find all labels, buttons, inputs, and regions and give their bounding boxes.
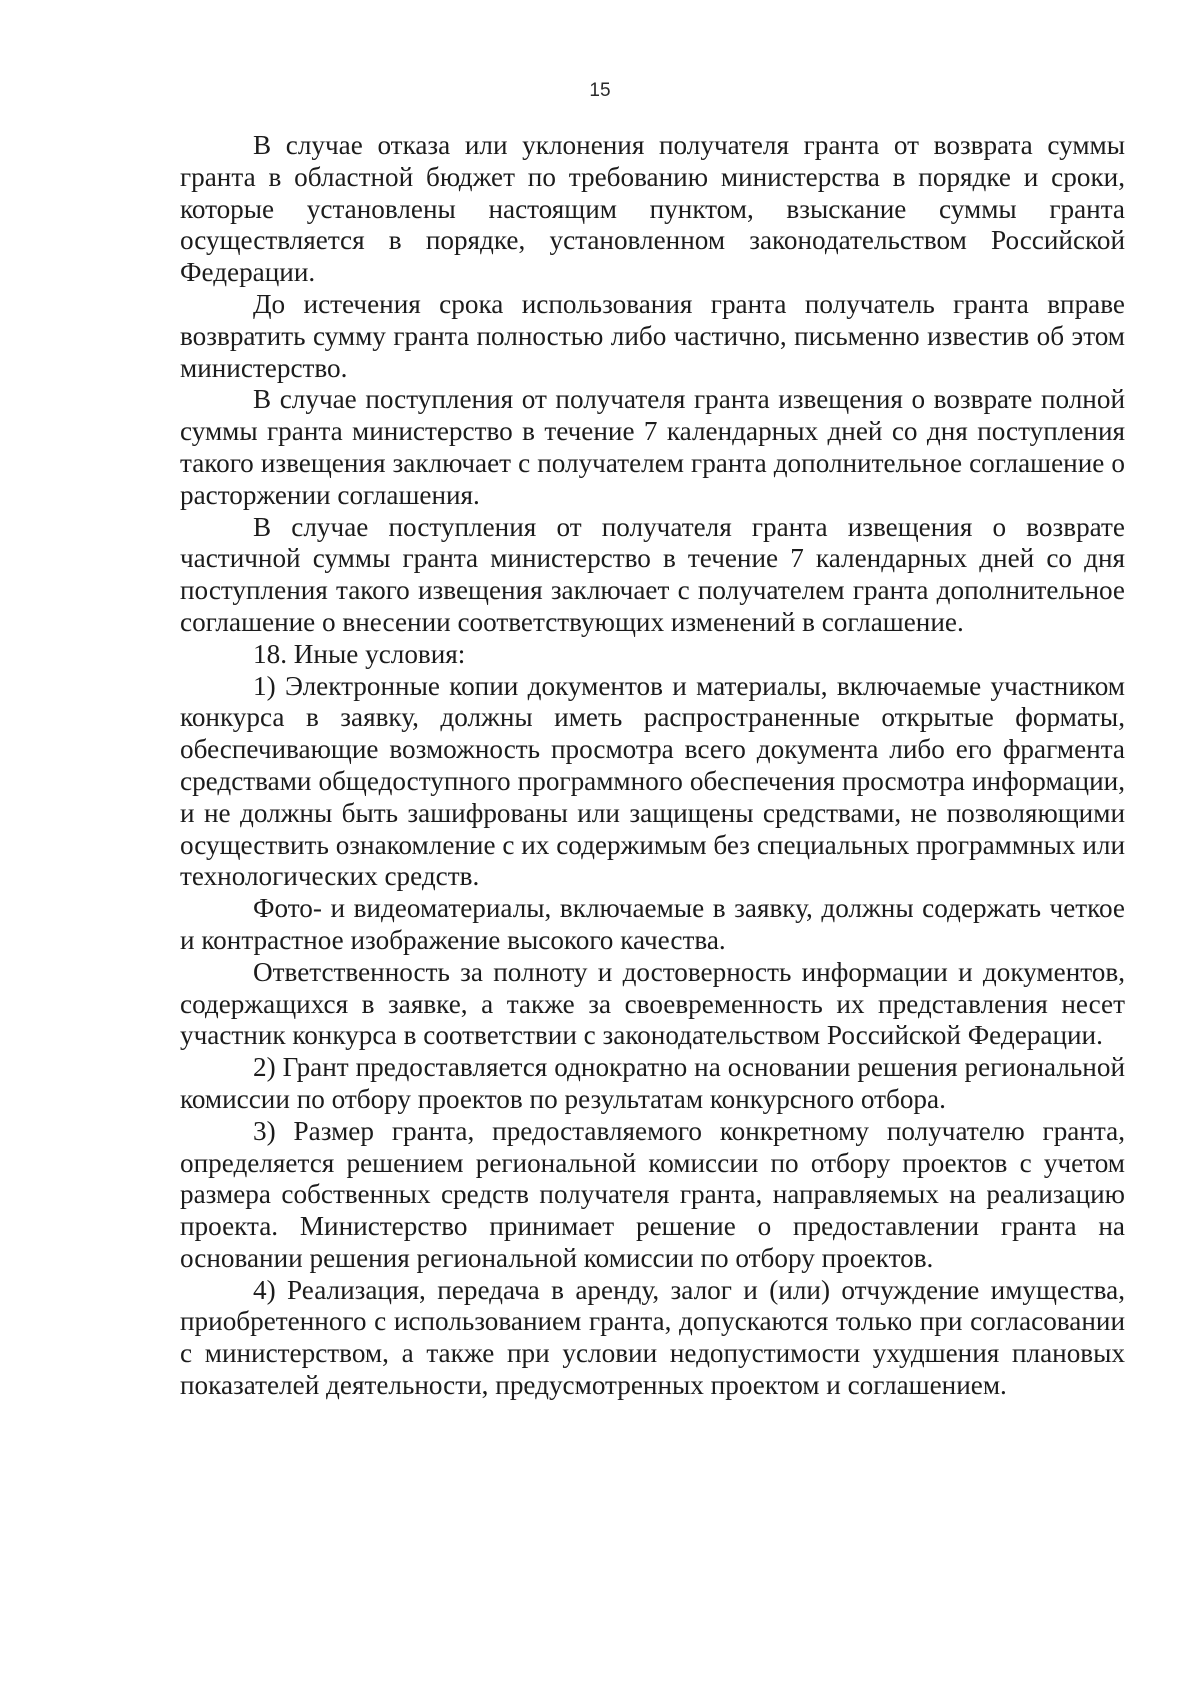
paragraph: В случае поступления от получателя гранта извещения о возврате частичной суммы гранта министерство в течение 7 календарных дней со дня поступления такого извещения заключает с получателем гранта дополнительное соглашение о внесении соответствующих изменений в соглашение. — [180, 511, 1125, 637]
page-number: 15 — [589, 80, 611, 101]
paragraph: 3) Размер гранта, предоставляемого конкретному получателю гранта, определяется решением региональной комиссии по отбору проектов с учетом размера собственных средств получателя гранта, направляемых на реализацию проекта. Министерство принимает решение о предоставлении гранта на основании решения региональной комиссии по отбору проектов. — [180, 1115, 1125, 1273]
paragraph: Фото- и видеоматериалы, включаемые в заявку, должны содержать четкое и контрастное изображение высокого качества. — [180, 893, 1125, 955]
paragraph: 4) Реализация, передача в аренду, залог и (или) отчуждение имущества, приобретенного с использованием гранта, допускаются только при согласовании с министерством, а также при условии недопустимости ухудшения плановых показателей деятельности, предусмотренных проектом и соглашением. — [180, 1274, 1125, 1401]
paragraph: Ответственность за полноту и достоверность информации и документов, содержащихся в заявке, а также за своевременность их представления несет участник конкурса в соответствии с законодательством Российской Федерации. — [180, 956, 1125, 1051]
paragraph: В случае отказа или уклонения получателя гранта от возврата суммы гранта в областной бюджет по требованию министерства в порядке и сроки, которые установлены настоящим пунктом, взыскание суммы гранта осуществляется в порядке, установленном законодательством Российской Федерации. — [180, 130, 1125, 288]
paragraph: 2) Грант предоставляется однократно на основании решения региональной комиссии по отбору проектов по результатам конкурсного отбора. — [180, 1052, 1125, 1114]
paragraph: До истечения срока использования гранта получатель гранта вправе возвратить сумму гранта полностью либо частично, письменно известив об этом министерство. — [180, 288, 1125, 383]
document-body — [180, 130, 1125, 1402]
paragraph: В случае поступления от получателя гранта извещения о возврате полной суммы гранта министерство в течение 7 календарных дней со дня поступления такого извещения заключает с получателем гранта дополнительное соглашение о расторжении соглашения. — [180, 384, 1125, 510]
section-heading: 18. Иные условия: — [253, 638, 466, 669]
paragraph: 1) Электронные копии документов и материалы, включаемые участником конкурса в заявку, должны иметь распространенные открытые форматы, обеспечивающие возможность просмотра всего документа либо его фрагмента средствами общедоступного программного обеспечения просмотра информации, и не должны быть зашифрованы или защищены средствами, не позволяющими осуществить ознакомление с их содержимым без специальных программных или технологических средств. — [180, 670, 1125, 892]
